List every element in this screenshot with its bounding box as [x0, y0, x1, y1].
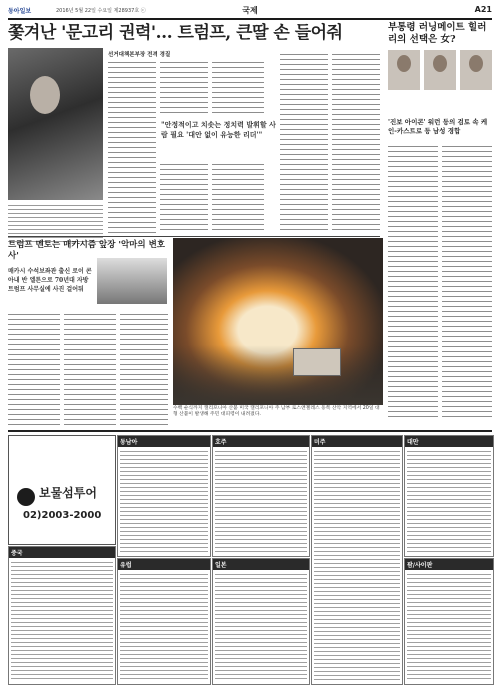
issue-date: 2016년 5월 22일 수요일 제28937호 ⓒ: [56, 8, 146, 14]
side-column-2: [442, 142, 492, 417]
travel-ad[interactable]: [212, 435, 310, 557]
wildfire-photo: [173, 238, 383, 405]
ad-heading: 미주: [312, 436, 402, 447]
travel-ad[interactable]: [311, 435, 403, 685]
main-photo: [8, 48, 103, 200]
bomul-logo-icon: [17, 488, 35, 506]
portrait-photo: [424, 50, 456, 90]
sub-column-2: [64, 310, 116, 425]
ad-heading: 호주: [213, 436, 309, 447]
ad-heading: 일본: [213, 559, 309, 570]
wildfire-caption: 수백 순식까지 캘리포니아 산불 미국 캘리포니아 주 남부 로스앤젤레스 동쪽 산악 지역에서 20일 대형 산불이 발생해 주민 대피령이 내려졌다.: [173, 406, 380, 417]
travel-ad[interactable]: [117, 435, 211, 557]
sub-article-lead: 매카시 수석보좌관 출신 로이 콘 아내 반 엘튼으로 70년대 자방 트럼프 사무실에 사진 걸어둬: [8, 268, 92, 293]
travel-ad[interactable]: [404, 435, 494, 557]
side-pull-quote: '진보 아이콘' 워런 등의 검토 속 케인-카스트로 등 남성 경합: [388, 118, 488, 135]
side-article-title: 부통령 러닝메이트 힐러리의 선택은 女?: [388, 22, 487, 45]
portrait-photo: [388, 50, 420, 90]
newspaper-logo: 동아일보: [8, 8, 32, 15]
sub-column-1: [8, 310, 60, 425]
article-column-4: [280, 50, 328, 233]
pull-quote: "안정적이고 치솟는 정치력 발휘할 사람 필요 '대안 없이 유능한 리더'": [161, 120, 276, 139]
ad-heading: 중국: [9, 547, 115, 558]
sub-article-headline: 트럼프 멘토는 매카시즘 앞장 '악마의 변호사': [8, 240, 165, 261]
page-number: A21: [474, 5, 492, 14]
travel-ad[interactable]: [117, 558, 211, 685]
bomul-phone: 02)2003-2000: [23, 510, 102, 521]
article-column-3: [212, 58, 264, 116]
bomul-name: 보물섬투어: [39, 486, 97, 500]
masthead: [8, 4, 492, 20]
ad-divider: [8, 430, 492, 432]
article-column-5: [332, 50, 380, 233]
sub-article-photo: [97, 258, 167, 304]
travel-ad[interactable]: [404, 558, 494, 685]
article-column-2b: [160, 160, 208, 233]
article-column-3b: [212, 160, 264, 233]
sub-column-3: [120, 310, 168, 425]
section-title: 국제: [242, 6, 258, 15]
section-divider: [8, 236, 380, 237]
ad-heading: 유럽: [118, 559, 210, 570]
travel-ad[interactable]: [212, 558, 310, 685]
article-byline: 선거대책본부장 전격 경질: [108, 52, 171, 58]
ad-heading: 대만: [405, 436, 493, 447]
ad-heading: 괌/사이판: [405, 559, 493, 570]
article-column-2: [160, 58, 208, 116]
side-column-1: [388, 142, 438, 417]
bomul-ad[interactable]: [8, 435, 116, 545]
travel-ad[interactable]: [8, 546, 116, 685]
side-photos: [388, 50, 492, 102]
portrait-photo: [460, 50, 492, 90]
ad-heading: 동남아: [118, 436, 210, 447]
article-column-1: [108, 58, 156, 233]
main-headline: 쫓겨난 '문고리 권력'… 트럼프, 큰딸 손 들어줘: [8, 23, 343, 43]
